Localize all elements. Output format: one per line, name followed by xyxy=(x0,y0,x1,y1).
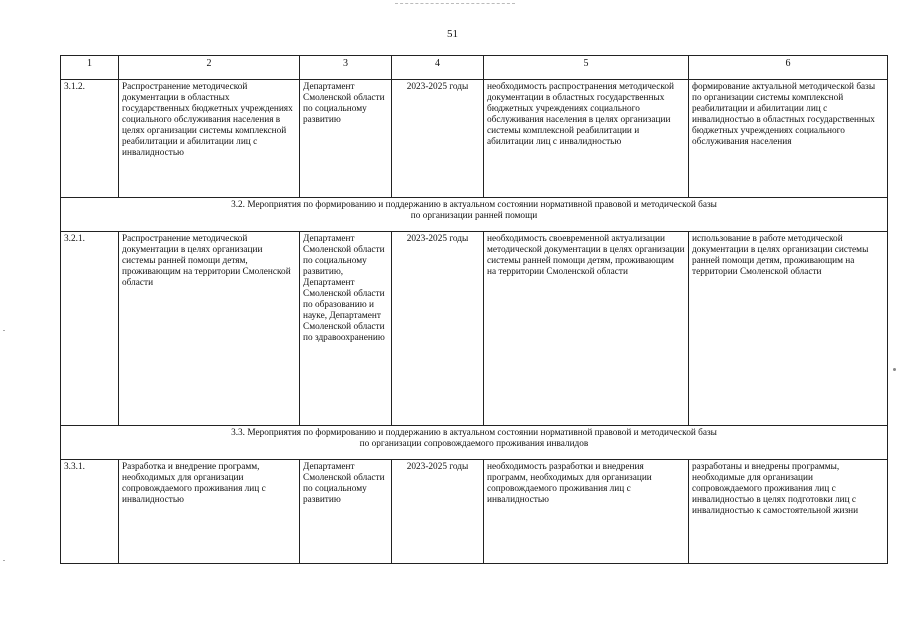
scan-tick xyxy=(3,560,5,561)
section-heading-row xyxy=(61,198,888,232)
table-row xyxy=(61,80,888,198)
header-row xyxy=(61,56,888,80)
header-col-4: 4 xyxy=(392,56,484,80)
period: 2023-2025 годы xyxy=(392,232,484,426)
table-row xyxy=(61,460,888,564)
period: 2023-2025 годы xyxy=(392,80,484,198)
period: 2023-2025 годы xyxy=(392,460,484,564)
expected-result: формирование актуальной методической базы по организации системы комплексной реабилитации и абилитации лиц с инвалидностью в областных государственных бюджетных учреждениях социального обслуживания населения xyxy=(689,80,888,198)
table-row xyxy=(61,232,888,426)
header-col-5: 5 xyxy=(484,56,689,80)
page-number: 51 xyxy=(447,28,458,40)
header-col-6: 6 xyxy=(689,56,888,80)
justification: необходимость своевременной актуализации методической документации в целях организации системы ранней помощи детям, проживающим на территории Смоленской области xyxy=(484,232,689,426)
executor: Департамент Смоленской области по социальному развитию xyxy=(300,460,392,564)
scan-tick xyxy=(3,330,5,331)
header-col-3: 3 xyxy=(300,56,392,80)
header-col-2: 2 xyxy=(119,56,300,80)
section-heading-line-2: по организации ранней помощи xyxy=(410,211,538,221)
expected-result: использование в работе методической документации в целях организации системы ранней помощи детям, проживающим на территории Смоленской области xyxy=(689,232,888,426)
measures-table xyxy=(60,55,888,564)
executor: Департамент Смоленской области по социальному развитию, Департамент Смоленской области по образованию и науке, Департамент Смоленской области по здравоохранению xyxy=(300,232,392,426)
measure-name: Разработка и внедрение программ, необходимых для организации сопровождаемого проживания лиц с инвалидностью xyxy=(119,460,300,564)
section-heading xyxy=(61,426,888,460)
section-heading-line-1: 3.2. Мероприятия по формированию и поддержанию в актуальном состоянии нормативной правовой и методической базы xyxy=(231,200,717,210)
section-heading-row xyxy=(61,426,888,460)
justification: необходимость распространения методической документации в областных государственных бюджетных учреждениях социального обслуживания населения в целях организации системы комплексной реабилитации и абилитации лиц с инвалидностью xyxy=(484,80,689,198)
row-number: 3.3.1. xyxy=(61,460,119,564)
expected-result: разработаны и внедрены программы, необходимые для организации сопровождаемого проживания лиц с инвалидностью в целях подготовки лиц с инвалидностью к самостоятельной жизни xyxy=(689,460,888,564)
row-number: 3.1.2. xyxy=(61,80,119,198)
measure-name: Распространение методической документации в областных государственных бюджетных учреждениях социального обслуживания населения в целях организации системы комплексной реабилитации и абилитации лиц с инвалидностью xyxy=(119,80,300,198)
executor: Департамент Смоленской области по социальному развитию xyxy=(300,80,392,198)
top-scan-rule xyxy=(395,3,515,4)
section-heading xyxy=(61,198,888,232)
header-col-1: 1 xyxy=(61,56,119,80)
justification: необходимость разработки и внедрения программ, необходимых для организации сопровождаемого проживания лиц с инвалидностью xyxy=(484,460,689,564)
section-heading-line-1: 3.3. Мероприятия по формированию и поддержанию в актуальном состоянии нормативной правовой и методической базы xyxy=(231,428,717,438)
measure-name: Распространение методической документации в целях организации системы ранней помощи детям, проживающим на территории Смоленской области xyxy=(119,232,300,426)
row-number: 3.2.1. xyxy=(61,232,119,426)
scan-speck xyxy=(893,368,896,371)
section-heading-line-2: по организации сопровождаемого проживания инвалидов xyxy=(359,439,589,449)
